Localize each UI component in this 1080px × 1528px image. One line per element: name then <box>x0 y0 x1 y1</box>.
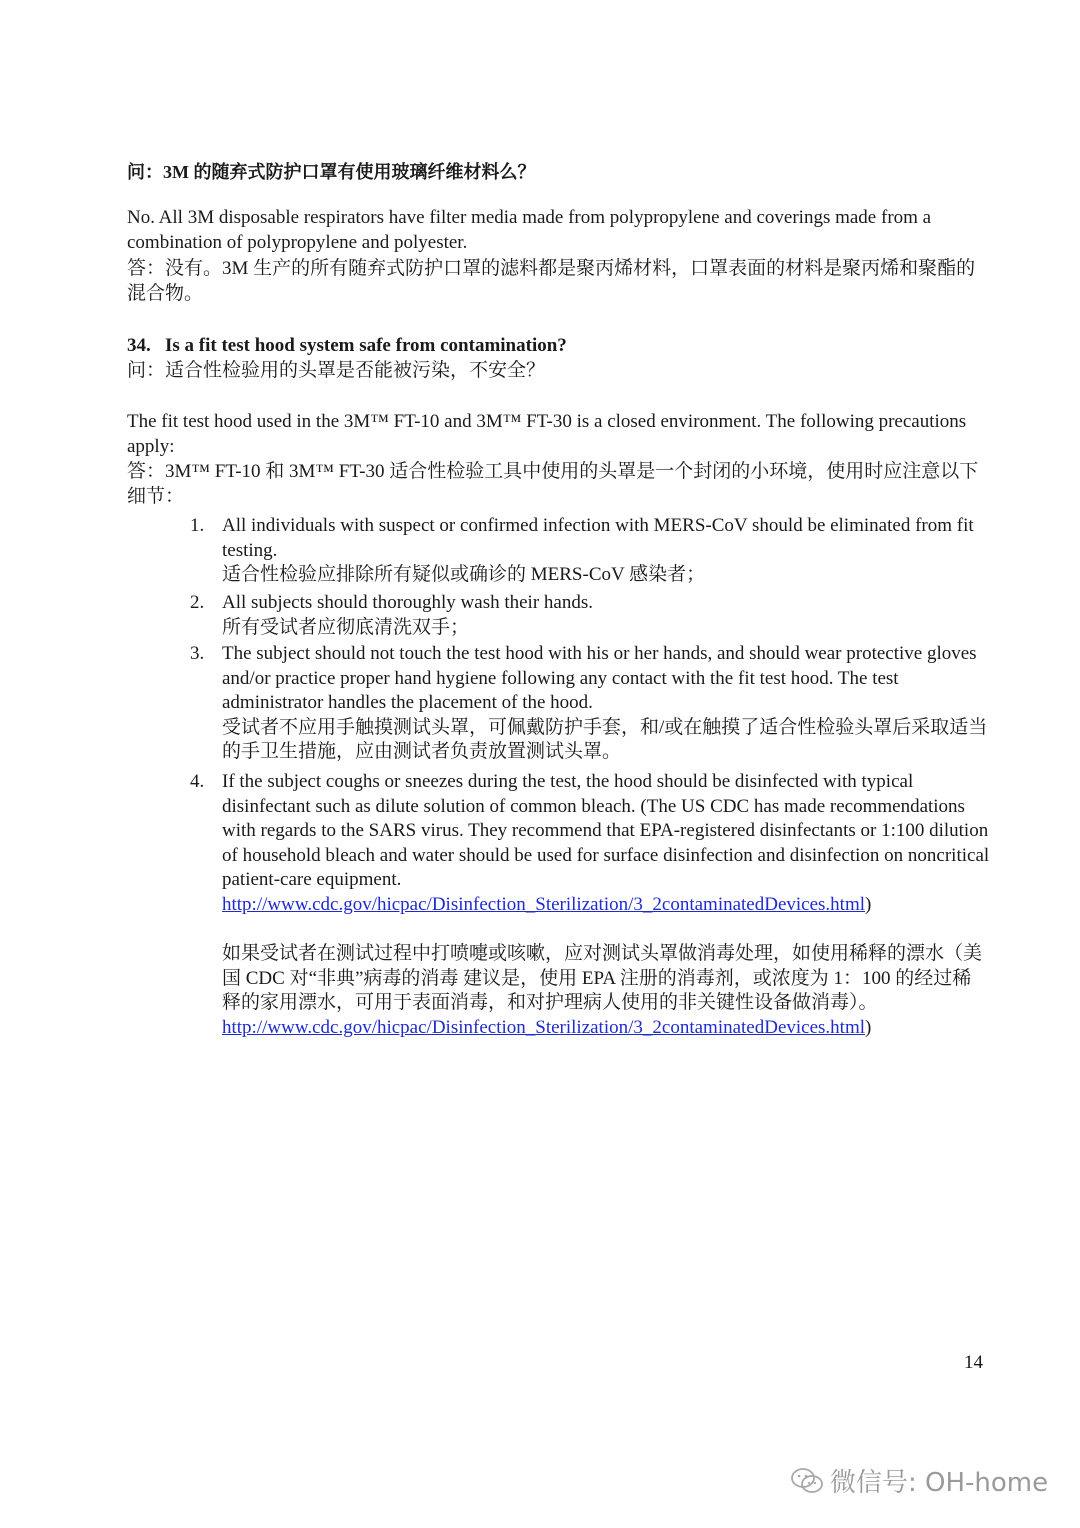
watermark-text: 微信号: OH-home <box>830 1468 1049 1498</box>
list-item-en: If the subject coughs or sneezes during the test, the hood should be disinfected with typical disinfectant such as dilute solution of common bleach. (The US CDC has made recommendations with regards to the SARS virus. They recommend that EPA-registered disinfectants or 1:100 dilution of household bleach and water should be used for surface disinfection and disinfection on noncritical patient-care equipment. <box>222 771 990 890</box>
q33-zh-question: 问：3M 的随弃式防护口罩有使用玻璃纤维材料么？ <box>127 162 536 182</box>
link-suffix-zh: ) <box>865 1016 872 1038</box>
list-item-zh: 受试者不应用手触摸测试头罩，可佩戴防护手套，和/或在触摸了适合性检验头罩后采取适当的手卫生措施，应由测试者负责放置测试头罩。 <box>222 716 988 762</box>
page-number: 14 <box>964 1352 983 1373</box>
list-item <box>190 642 990 765</box>
list-item <box>190 591 990 640</box>
list-item-en: The subject should not touch the test hood with his or her hands, and should wear protective gloves and/or practice proper hand hygiene following any contact with the fit test hood. The test administrator handles the placement of the hood. <box>222 643 977 713</box>
list-item-number: 3. <box>190 643 205 664</box>
list-item-number: 4. <box>190 771 205 792</box>
wechat-icon <box>790 1467 824 1495</box>
list-item-en: All individuals with suspect or confirmed infection with MERS-CoV should be eliminated from fit testing. <box>222 515 974 561</box>
q34-zh-question: 问：适合性检验用的头罩是否能被污染，不安全？ <box>127 360 546 381</box>
list-item-en: All subjects should thoroughly wash their hands. <box>222 592 593 613</box>
link-suffix: ) <box>865 893 872 915</box>
list-item-number: 1. <box>190 515 205 536</box>
cdc-link[interactable]: http://www.cdc.gov/hicpac/Disinfection_Sterilization/3_2contaminatedDevices.html <box>222 893 866 915</box>
q34-intro-zh: 答：3M™ FT-10 和 3M™ FT-30 适合性检验工具中使用的头罩是一个封闭的小环境，使用时应注意以下细节： <box>127 461 979 507</box>
q34-heading <box>127 334 987 359</box>
list-item-number: 2. <box>190 592 205 613</box>
list-item-zh: 如果受试者在测试过程中打喷嚏或咳嗽，应对测试头罩做消毒处理，如使用稀释的漂水（美国 CDC 对“非典”病毒的消毒 建议是，使用 EPA 注册的消毒剂，或浓度为 1：100 的经过稀释的家用漂水，可用于表面消毒，和对护理病人使用的非关键性设备做消毒）。 <box>222 943 983 1013</box>
q33-answer-en: No. All 3M disposable respirators have filter media made from polypropylene and coverings made from a combination of polypropylene and polyester. <box>127 207 932 253</box>
wechat-watermark <box>790 1462 1048 1499</box>
list-item-zh: 所有受试者应彻底清洗双手； <box>222 616 470 638</box>
list-item <box>190 514 990 588</box>
cdc-link-zh[interactable]: http://www.cdc.gov/hicpac/Disinfection_Sterilization/3_2contaminatedDevices.html <box>222 1016 866 1038</box>
q34-title: Is a fit test hood system safe from contamination? <box>165 335 567 356</box>
q34-number: 34. <box>127 335 151 356</box>
list-item <box>190 770 990 1040</box>
q34-intro-en: The fit test hood used in the 3M™ FT-10 and 3M™ FT-30 is a closed environment. The following precautions apply: <box>127 411 967 457</box>
list-item-zh: 适合性检验应排除所有疑似或确诊的 MERS-CoV 感染者； <box>222 564 706 585</box>
q33-answer-zh: 答：没有。3M 生产的所有随弃式防护口罩的滤料都是聚丙烯材料，口罩表面的材料是聚丙烯和聚酯的混合物。 <box>127 258 976 304</box>
